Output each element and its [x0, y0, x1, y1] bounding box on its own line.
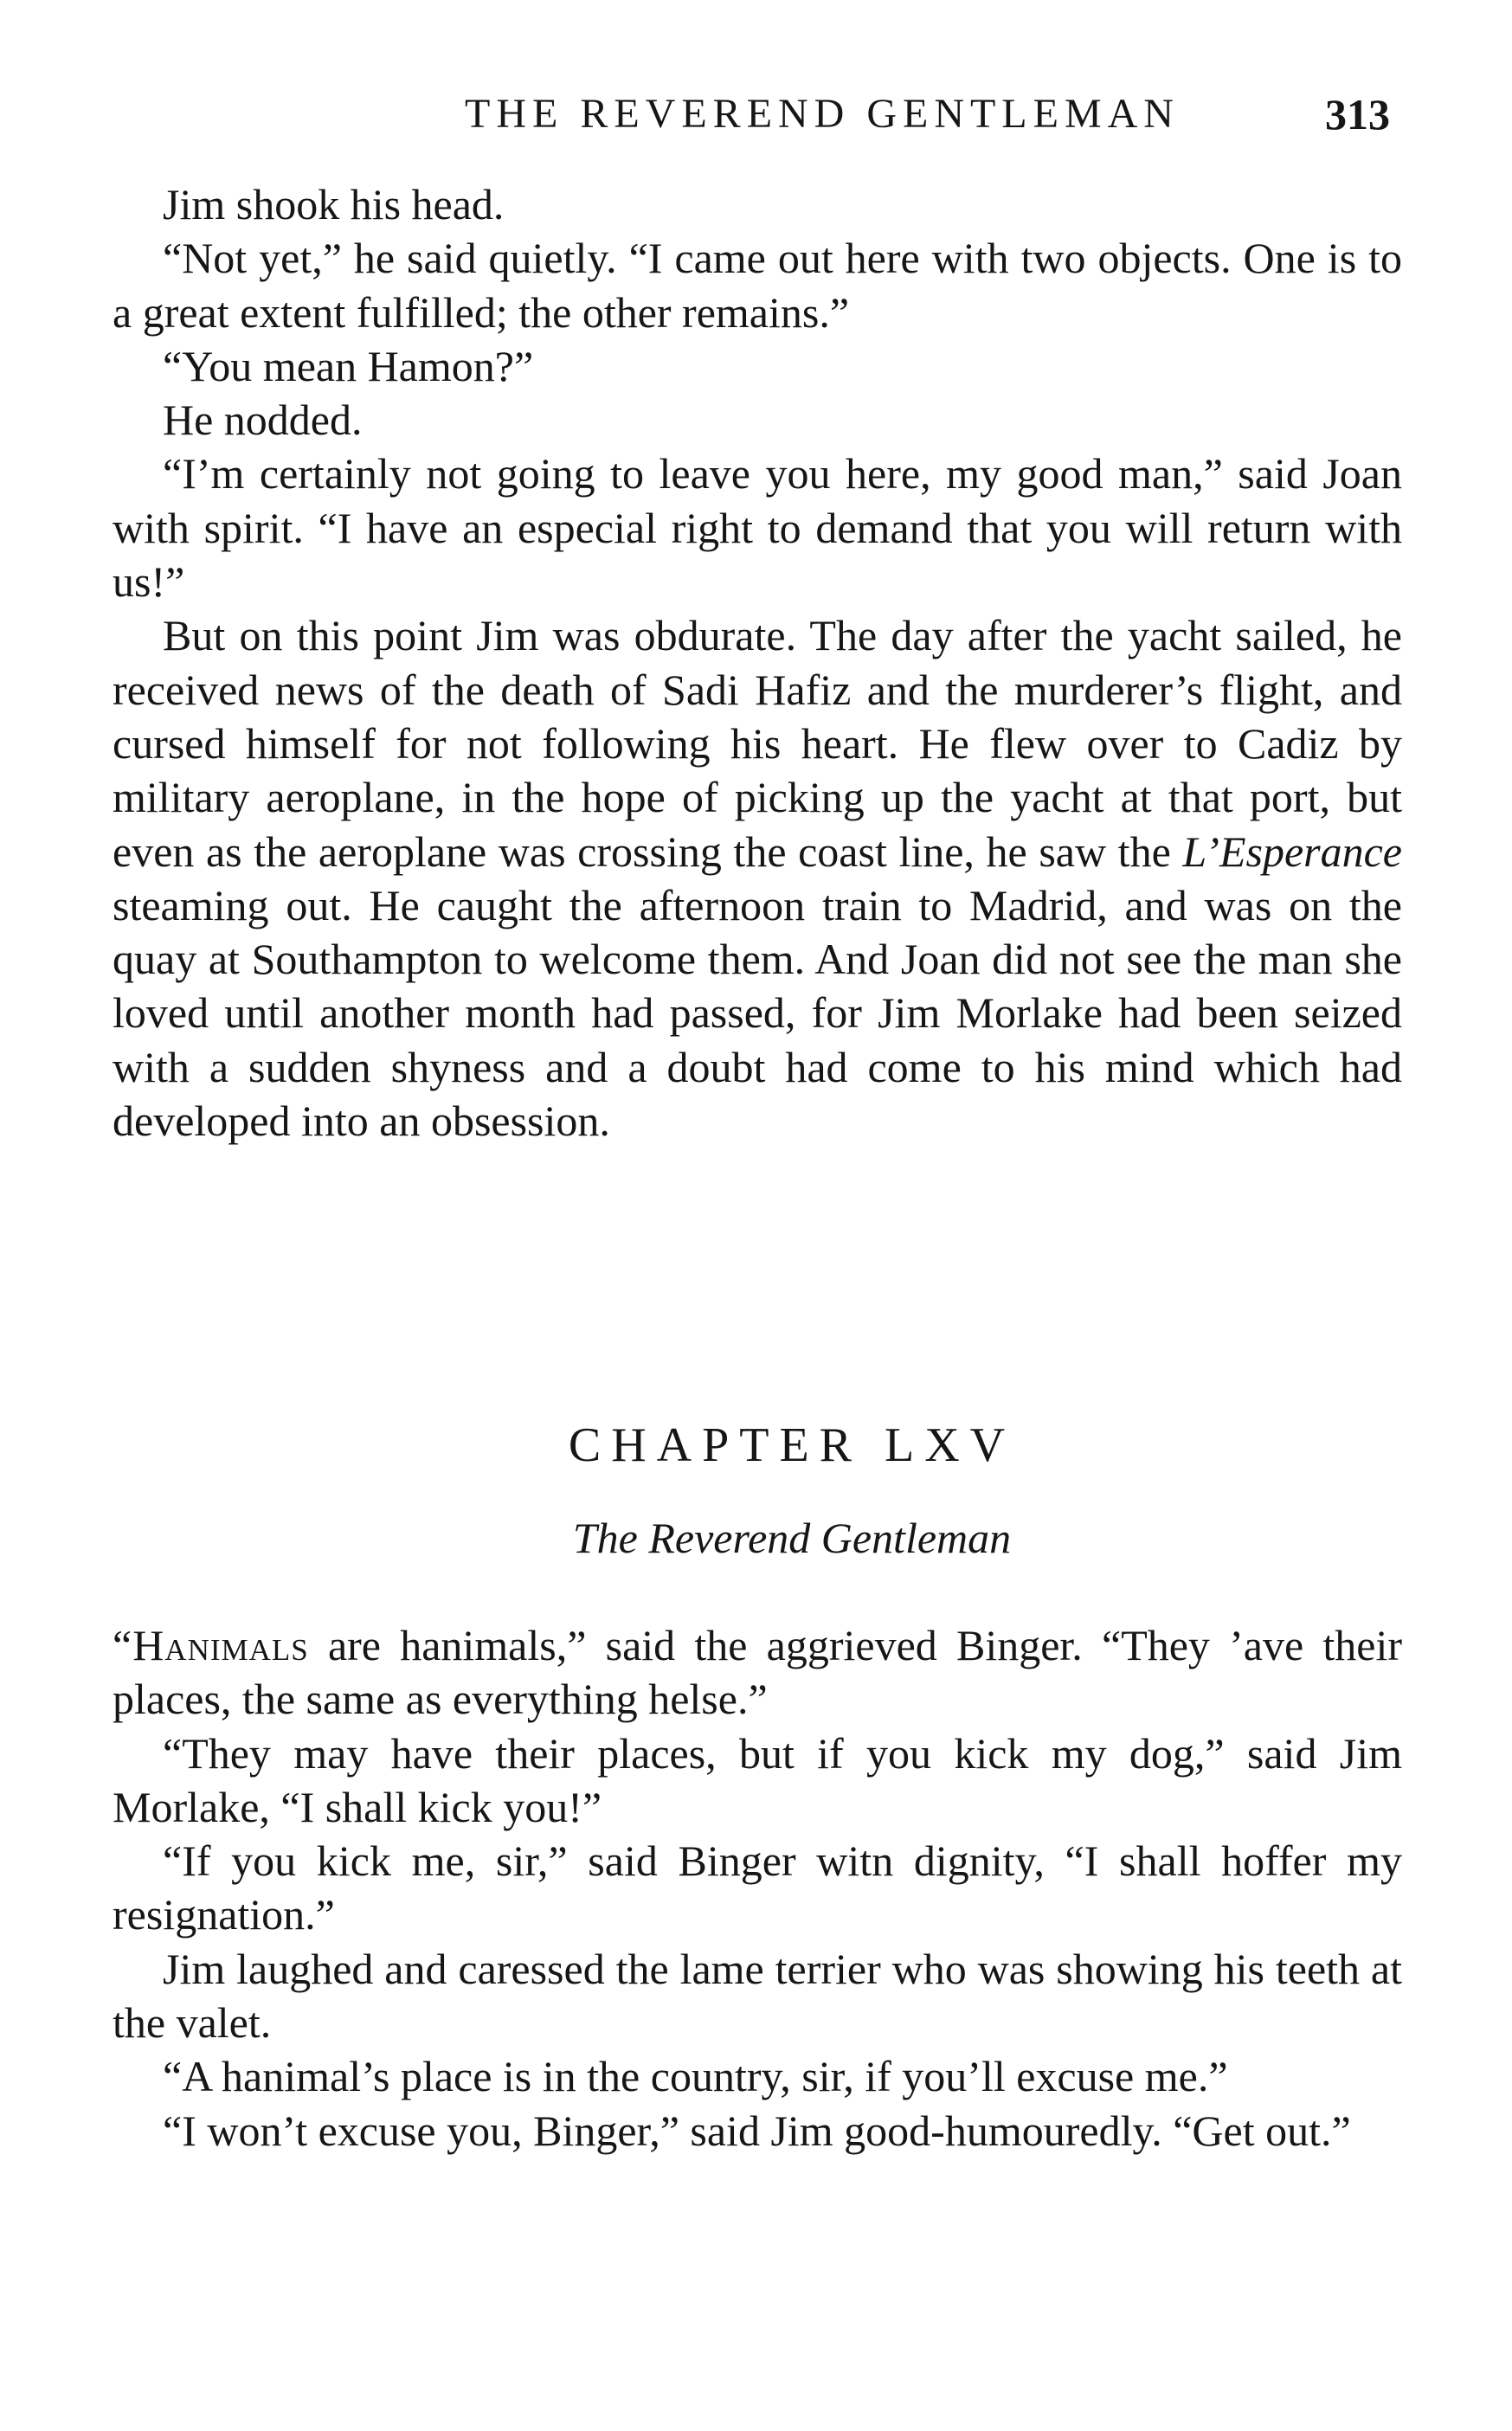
- section-two-text: [113, 1618, 1402, 2158]
- section-one-text: [113, 177, 1402, 1148]
- paragraph: “If you kick me, sir,” said Binger witn dignity, “I shall hoffer my resignation.”: [113, 1836, 1402, 1939]
- page-number: 313: [1325, 90, 1390, 138]
- chapter-subtitle: The Reverend Gentleman: [572, 1514, 1012, 1562]
- opening-paragraph: [113, 1618, 1402, 1727]
- paragraph-text-before: But on this point Jim was obdurate. The day after the yacht sailed, he received news of the death of Sadi Hafiz and the murderer’s flight, and cursed himself for not following his heart. He flew over to Cadiz by military aeroplane, in the hope of picking up the yacht at that port, but even as the aeroplane was crossing the coast line, he saw the: [113, 611, 1402, 876]
- paragraph-text-after: steaming out. He caught the afternoon train to Madrid, and was on the quay at Southampton to welcome them. And Joan did not see the man she loved until another month had passed, for Jim Morlake had been seized with a sudden shyness and a doubt had come to his mind which had developed into an obsession.: [113, 880, 1402, 1146]
- opening-word: “Hanimals: [113, 1621, 309, 1669]
- paragraph: “I’m certainly not going to leave you here, my good man,” said Joan with spirit. “I have an especial right to demand that you will return with us!”: [113, 449, 1402, 607]
- opening-text: are hanimals,” said the aggrieved Binger. “They ’ave their places, the same as everything helse.”: [113, 1621, 1402, 1724]
- paragraph: He nodded.: [163, 396, 363, 445]
- paragraph: “I won’t excuse you, Binger,” said Jim good-humouredly. “Get out.”: [163, 2106, 1351, 2155]
- ship-name: L’Esperance: [1182, 826, 1402, 876]
- paragraph: “Not yet,” he said quietly. “I came out here with two objects. One is to a great extent fulfilled; the other remains.”: [113, 234, 1402, 337]
- paragraph: “A hanimal’s place is in the country, sir, if you’ll excuse me.”: [163, 2052, 1228, 2101]
- paragraph: “They may have their places, but if you kick my dog,” said Jim Morlake, “I shall kick you!”: [113, 1728, 1402, 1831]
- running-title: THE REVEREND GENTLEMAN: [465, 91, 1180, 137]
- running-head: [113, 87, 1402, 142]
- paragraph: “You mean Hamon?”: [163, 341, 534, 390]
- chapter-heading: CHAPTER LXV: [568, 1418, 1016, 1472]
- paragraph: Jim laughed and caressed the lame terrier who was showing his teeth at the valet.: [113, 1944, 1402, 2048]
- paragraph: Jim shook his head.: [163, 180, 505, 228]
- paragraph-long: [113, 608, 1402, 1148]
